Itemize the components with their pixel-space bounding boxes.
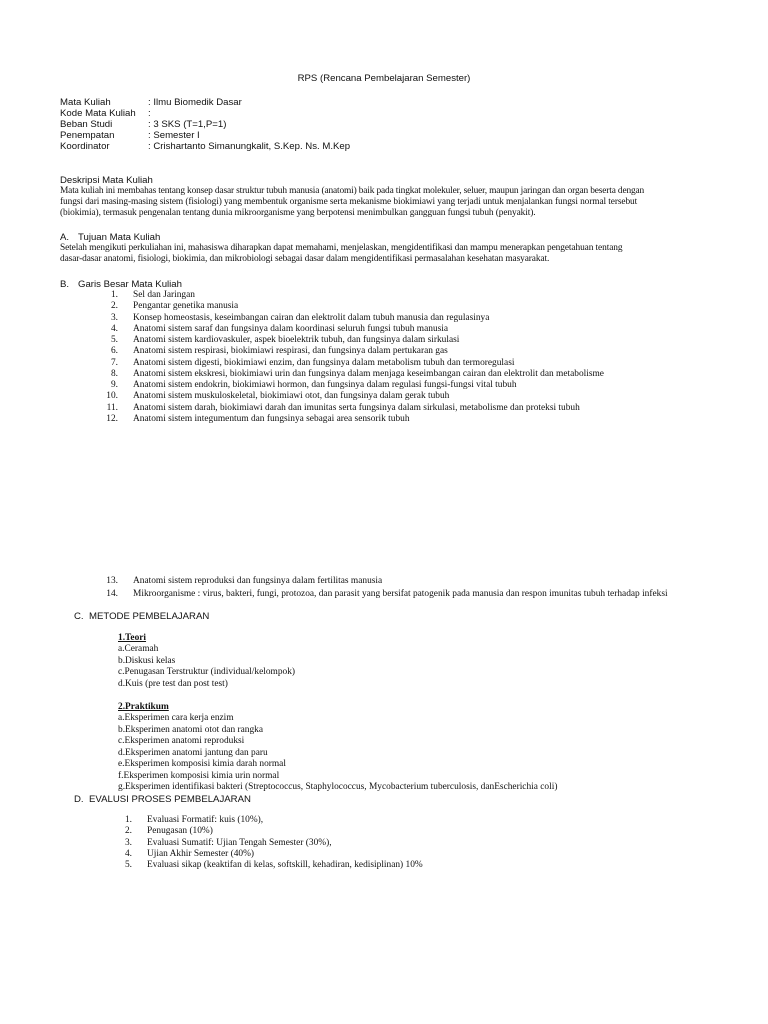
document-title: RPS (Rencana Pembelajaran Semester)	[297, 73, 471, 84]
meta-value: : Crishartanto Simanungkalit, S.Kep. Ns. M.Kep	[148, 141, 351, 152]
section-c-heading: METODE PEMBELAJARAN	[89, 611, 210, 622]
section-d-heading: EVALUSI PROSES PEMBELAJARAN	[89, 794, 251, 805]
section-c-marker: C.	[74, 611, 84, 622]
list-item: b.Eksperimen anatomi otot dan rangka	[118, 724, 264, 735]
list-text: Ujian Akhir Semester (40%)	[147, 848, 255, 859]
list-item	[124, 837, 423, 849]
list-number: 8.	[110, 368, 118, 379]
list-number: 10.	[106, 391, 118, 402]
deskripsi-heading: Deskripsi Mata Kuliah	[60, 175, 153, 186]
list-number: 3.	[124, 837, 132, 848]
section-b-heading: Garis Besar Mata Kuliah	[78, 279, 182, 290]
list-text: Konsep homeostasis, keseimbangan cairan dan elektrolit dalam tubuh manusia dan regulasinya	[133, 312, 490, 323]
list-item: b.Diskusi kelas	[118, 655, 176, 666]
list-item	[110, 380, 604, 391]
list-item	[110, 346, 604, 357]
list-number: 4.	[124, 848, 132, 859]
list-number: 2.	[110, 301, 118, 312]
list-text: Evaluasi Formatif: kuis (10%),	[147, 815, 264, 825]
list-text: Anatomi sistem integumentum dan fungsinya sebagai area sensorik tubuh	[133, 413, 410, 424]
list-number: 1.	[110, 290, 118, 300]
list-text: Anatomi sistem ekskresi, biokimiawi urin dan fungsinya dalam menjaga keseimbangan cairan dan elektrolit dan metabolisme	[133, 368, 604, 379]
list-text: Penugasan (10%)	[147, 826, 213, 837]
list-number: 11.	[106, 402, 118, 413]
list-number: 6.	[110, 346, 118, 357]
list-item	[106, 402, 604, 414]
meta-key: Beban Studi	[60, 119, 113, 130]
praktikum-heading	[118, 702, 169, 713]
list-item	[106, 413, 604, 425]
deskripsi-line: fungsi dari masing-masing sistem (fisiologi) yang membentuk organisme serta mekanisme biokimiawi yang terjadi untuk menjalankan fungsi normal tersebut	[60, 197, 638, 207]
list-item: a.Eksperimen cara kerja enzim	[118, 713, 234, 723]
list-item	[110, 290, 604, 301]
deskripsi-line: Mata kuliah ini membahas tentang konsep dasar struktur tubuh manusia (anatomi) baik pada tingkat molekuler, seluer, maupun jaringan dan organ beserta dengan	[60, 186, 645, 196]
teori-heading	[118, 633, 146, 644]
section-d-marker: D.	[74, 794, 84, 805]
list-item	[106, 589, 668, 600]
list-number: 5.	[124, 860, 132, 870]
list-text: Anatomi sistem respirasi, biokimiawi respirasi, dan fungsinya dalam pertukaran gas	[133, 346, 448, 357]
tujuan-line: dasar-dasar anatomi, fisiologi, biokimia, dan mikrobiologi sebagai dasar dalam mengidentifikasi permasalahan kesehatan masyarakat.	[60, 254, 550, 264]
list-text: Anatomi sistem digesti, biokimiawi enzim, dan fungsinya dalam metabolism tubuh dan termoregulasi	[133, 357, 515, 368]
meta-row	[60, 141, 350, 152]
list-text: Anatomi sistem kardiovaskuler, aspek bioelektrik tubuh, dan fungsinya dalam sirkulasi	[133, 335, 460, 345]
meta-row	[60, 97, 242, 108]
meta-value: : 3 SKS (T=1,P=1)	[148, 119, 227, 130]
list-item: a.Ceramah	[118, 644, 159, 654]
list-item: c.Eksperimen anatomi reproduksi	[118, 736, 245, 746]
list-item	[106, 391, 604, 402]
list-item	[124, 848, 423, 860]
list-number: 13.	[106, 576, 118, 586]
list-number: 12.	[106, 413, 118, 424]
list-text: Anatomi sistem darah, biokimiawi darah dan imunitas serta fungsinya dalam sirkulasi, metabolisme dan proteksi tubuh	[133, 402, 580, 413]
list-number: 9.	[110, 380, 118, 390]
meta-row	[60, 108, 151, 119]
section-a-marker: A.	[60, 232, 70, 243]
list-item	[110, 335, 604, 346]
list-item	[124, 826, 423, 837]
evaluasi-list	[124, 815, 423, 871]
garis-besar-list-continued	[106, 576, 668, 601]
meta-row	[60, 119, 226, 130]
list-number: 1.	[124, 815, 132, 825]
list-text: Evaluasi Sumatif: Ujian Tengah Semester (30%),	[147, 837, 332, 848]
list-number: 7.	[110, 357, 118, 368]
list-text: Mikroorganisme : virus, bakteri, fungi, protozoa, dan parasit yang bersifat patogenik pada manusia dan respon imunitas tubuh terhadap infeksi	[133, 589, 668, 600]
list-item	[110, 312, 604, 324]
meta-value: :	[148, 108, 151, 119]
meta-key: Kode Mata Kuliah	[60, 108, 136, 119]
meta-value: : Ilmu Biomedik Dasar	[148, 97, 242, 108]
tujuan-line: Setelah mengikuti perkuliahan ini, mahasiswa diharapkan dapat memahami, menjelaskan, mengidentifikasi dan mampu menerapkan pengetahuan tentang	[60, 243, 623, 253]
list-text: Anatomi sistem muskuloskeletal, biokimiawi otot, dan fungsinya dalam gerak tubuh	[133, 391, 450, 402]
list-number: 2.	[124, 826, 132, 837]
teori-heading-text: 1.Teori	[118, 633, 147, 643]
list-number: 5.	[110, 335, 118, 345]
praktikum-heading-text: 2.Praktikum	[118, 702, 169, 712]
praktikum-list	[118, 713, 557, 794]
meta-key: Penempatan	[60, 130, 115, 141]
meta-key: Koordinator	[60, 141, 110, 152]
list-number: 4.	[110, 323, 118, 334]
list-item	[110, 323, 604, 335]
list-text: Anatomi sistem reproduksi dan fungsinya dalam fertilitas manusia	[133, 576, 383, 586]
list-item: d.Eksperimen anatomi jantung dan paru	[118, 747, 268, 758]
section-b-marker: B.	[60, 279, 70, 290]
garis-besar-list	[106, 290, 604, 425]
list-text: Anatomi sistem saraf dan fungsinya dalam koordinasi seluruh fungsi tubuh manusia	[133, 323, 449, 334]
list-item: e.Eksperimen komposisi kimia darah normal	[118, 759, 286, 769]
list-item	[110, 301, 604, 312]
list-number: 3.	[110, 312, 118, 323]
list-item: f.Eksperimen komposisi kimia urin normal	[118, 770, 280, 781]
list-text: Pengantar genetika manusia	[133, 301, 239, 312]
teori-list	[118, 644, 295, 690]
list-item: g.Eksperimen identifikasi bakteri (Streptococcus, Staphylococcus, Mycobacterium tuberculosis, danEscherichia coli)	[118, 782, 558, 792]
list-item: c.Penugasan Terstruktur (individual/kelompok)	[118, 667, 295, 677]
list-text: Evaluasi sikap (keaktifan di kelas, softskill, kehadiran, kedisiplinan) 10%	[147, 860, 423, 870]
meta-row	[60, 130, 200, 141]
list-item	[110, 368, 604, 380]
list-item	[106, 576, 668, 587]
section-a-heading: Tujuan Mata Kuliah	[78, 232, 161, 243]
list-item	[124, 860, 423, 871]
deskripsi-line: (biokimia), termasuk pengenalan tentang dunia mikroorganisme yang berpotensi menimbulkan gangguan fungsi tubuh (penyakit).	[60, 208, 536, 218]
list-item	[110, 357, 604, 369]
list-item: d.Kuis (pre test dan post test)	[118, 678, 228, 689]
list-text: Sel dan Jaringan	[133, 290, 195, 300]
meta-value: : Semester I	[148, 130, 200, 141]
list-number: 14.	[106, 589, 118, 600]
meta-key: Mata Kuliah	[60, 97, 111, 108]
list-text: Anatomi sistem endokrin, biokimiawi hormon, dan fungsinya dalam regulasi fungsi-fungsi vital tubuh	[133, 380, 517, 390]
list-item	[124, 815, 423, 826]
